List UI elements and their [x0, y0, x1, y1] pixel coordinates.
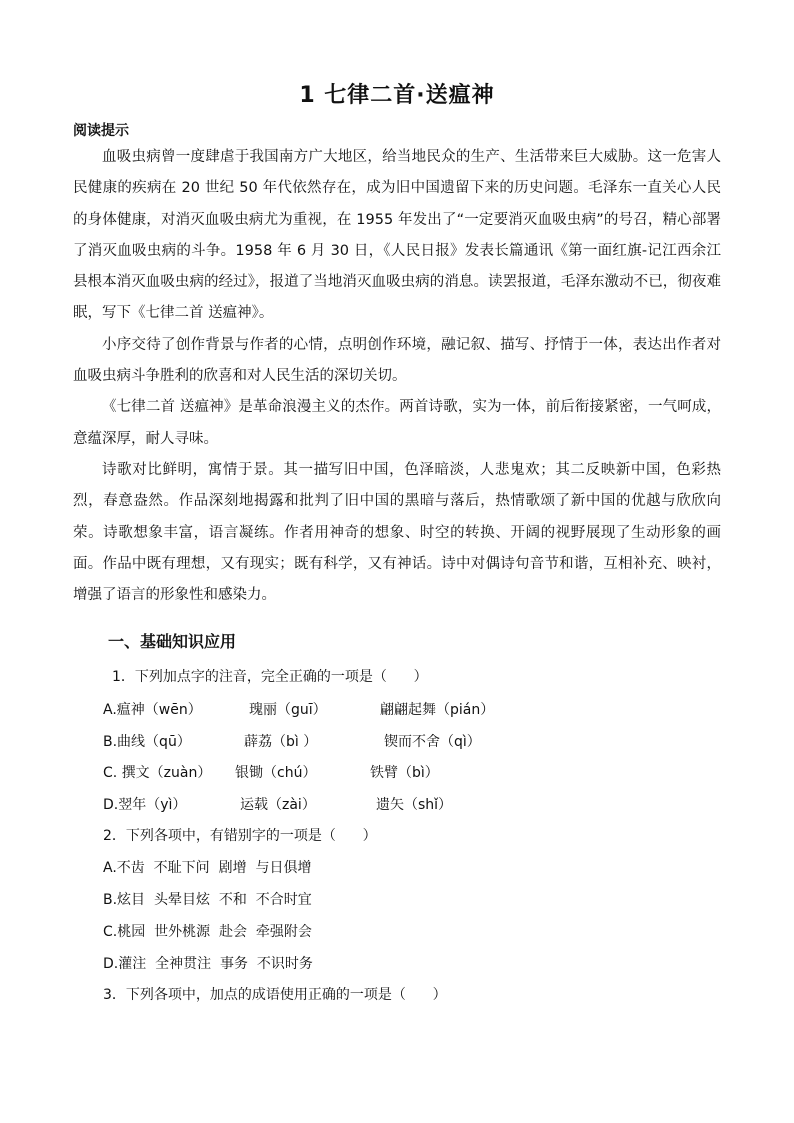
- option-item: 薜荔（bì ）: [244, 734, 318, 750]
- document-title: 1 七律二首·送瘟神: [299, 83, 495, 108]
- paragraph: 《七律二首 送瘟神》是革命浪漫主义的杰作。两首诗歌，实为一体，前后衔接紧密，一气呵成，意蕴深厚，耐人寻味。: [73, 399, 721, 447]
- reading-hint-body: [73, 142, 721, 611]
- option-item: 遗矢（shǐ）: [376, 797, 453, 813]
- q2-option-c: C.桃园 世外桃源 赴会 牵强附会: [103, 924, 312, 940]
- paragraph: 诗歌对比鲜明，寓情于景。其一描写旧中国，色泽暗淡，人悲鬼欢；其二反映新中国，色彩热烈，春意盎然。作品深刻地揭露和批判了旧中国的黑暗与落后，热情歌颂了新中国的优越与欣欣向荣。诗歌想象丰富，语言凝练。作者用神奇的想象、时空的转换、开阔的视野展现了生动形象的画面。作品中既有理想，又有现实；既有科学，又有神话。诗中对偶诗句音节和谐，互相补充、映衬，增强了语言的形象性和感染力。: [73, 461, 721, 604]
- section-heading: 一、基础知识应用: [108, 632, 237, 651]
- option-item: 运载（zài）: [240, 797, 316, 813]
- question-1-stem: 1．下列加点字的注音，完全正确的一项是（ ）: [112, 669, 428, 685]
- paragraph: 血吸虫病曾一度肆虐于我国南方广大地区，给当地民众的生产、生活带来巨大威胁。这一危害人民健康的疾病在 20 世纪 50 年代依然存在，成为旧中国遗留下来的历史问题。毛泽东一直关心人民的身体健康，对消灭血吸虫病尤为重视，在 1955 年发出了“一定要消灭血吸虫病”的号召，精心部署了消灭血吸虫病的斗争。1958 年 6 月 30 日，《人民日报》发表长篇通讯《第一面红旗-记江西余江县根本消灭血吸虫病的经过》，报道了当地消灭血吸虫病的消息。读罢报道，毛泽东激动不已，彻夜难眠，写下《七律二首 送瘟神》。: [73, 149, 721, 322]
- option-item: 瑰丽（guī）: [249, 702, 327, 718]
- option-item: C. 撰文（zuàn）: [103, 765, 212, 781]
- reading-hint-label: 阅读提示: [73, 123, 129, 139]
- option-item: B.曲线（qū）: [103, 734, 191, 750]
- q2-option-d: D.灌注 全神贯注 事务 不识时务: [103, 956, 313, 972]
- option-item: 锲而不舍（qì）: [384, 734, 481, 750]
- paragraph: 小序交待了创作背景与作者的心情，点明创作环境，融记叙、描写、抒情于一体，表达出作者对血吸虫病斗争胜利的欣喜和对人民生活的深切关切。: [73, 336, 721, 385]
- q2-option-b: B.炫目 头晕目炫 不和 不合时宜: [103, 892, 312, 908]
- option-item: 银锄（chú）: [235, 765, 317, 781]
- option-item: 翩翩起舞（pián）: [380, 702, 495, 718]
- q2-option-a: A.不齿 不耻下问 剧增 与日俱增: [103, 860, 312, 876]
- option-item: 铁臂（bì）: [370, 765, 439, 781]
- option-item: A.瘟神（wēn）: [103, 702, 202, 718]
- question-3-stem: 3．下列各项中，加点的成语使用正确的一项是（ ）: [103, 987, 447, 1003]
- question-2-stem: 2．下列各项中，有错别字的一项是（ ）: [103, 828, 377, 844]
- option-item: D.翌年（yì）: [103, 797, 187, 813]
